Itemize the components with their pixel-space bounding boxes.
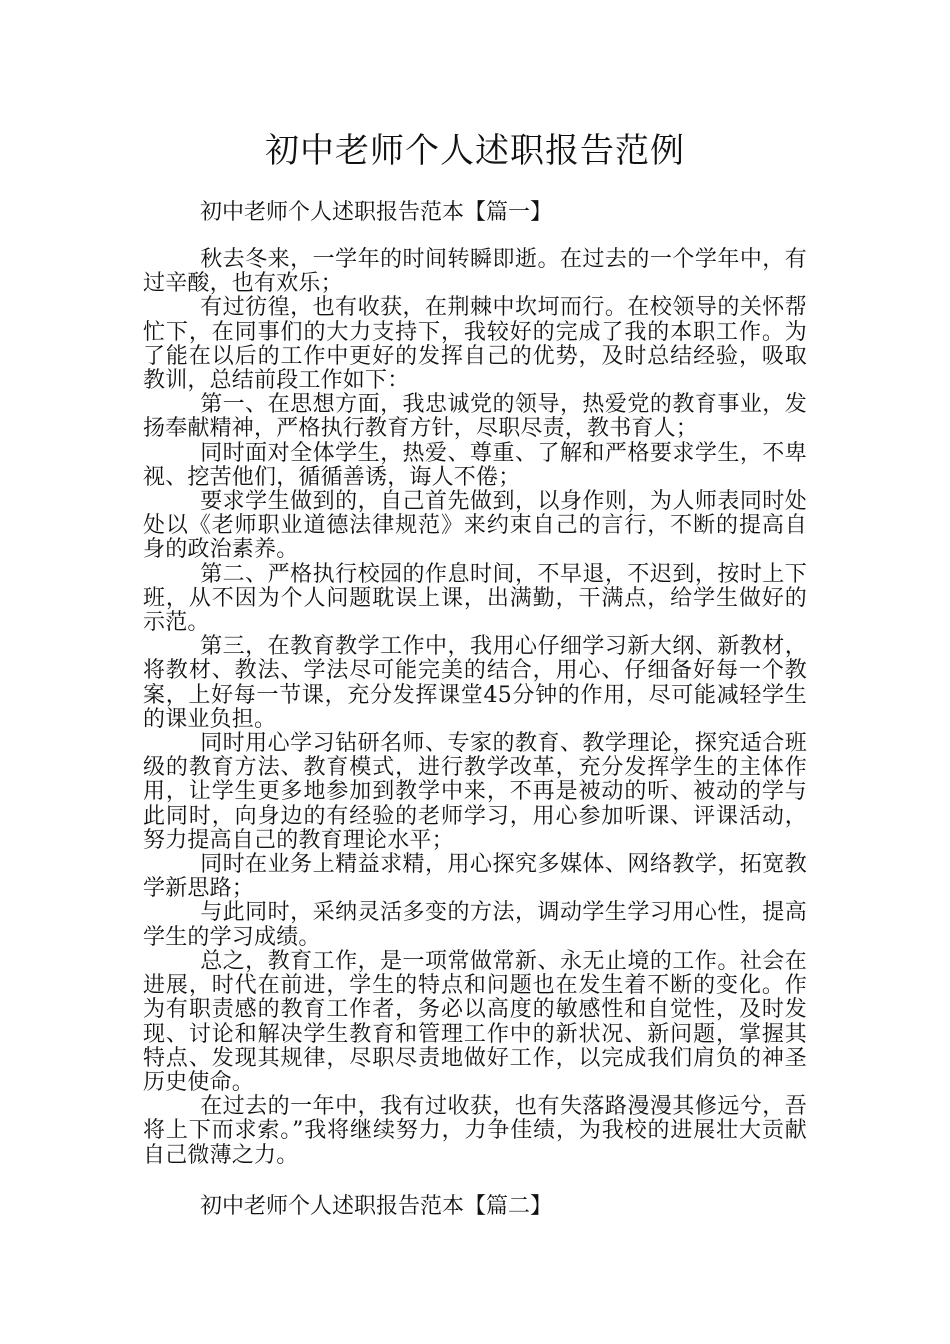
paragraph: 同时用心学习钻研名师、专家的教育、教学理论，探究适合班级的教育方法、教育模式，进行教学改革，充分发挥学生的主体作用，让学生更多地参加到教学中来，不再是被动的听、被动的学与此同时，向身边的有经验的老师学习，用心参加听课、评课活动，努力提高自己的教育理论水平； (143, 731, 807, 853)
paragraph: 与此同时，采纳灵活多变的方法，调动学生学习用心性，提高学生的学习成绩。 (143, 900, 807, 950)
section-heading-2: 初中老师个人述职报告范本【篇二】 (200, 1194, 553, 1219)
paragraph: 同时在业务上精益求精，用心探究多媒体、网络教学，拓宽教学新思路； (143, 852, 807, 902)
paragraph: 总之，教育工作，是一项常做常新、永无止境的工作。社会在进展，时代在前进，学生的特点和问题也在发生着不断的变化。作为有职责感的教育工作者，务必以高度的敏感性和自觉性，及时发现、讨论和解决学生教育和管理工作中的新状况、新问题，掌握其特点、发现其规律，尽职尽责地做好工作，以完成我们肩负的神圣历史使命。 (143, 948, 807, 1095)
paragraph: 在过去的一年中，我有过收获，也有失落路漫漫其修远兮，吾将上下而求索。”我将继续努力，力争佳绩，为我校的进展壮大贡献自己微薄之力。 (143, 1094, 807, 1168)
paragraph: 同时面对全体学生，热爱、尊重、了解和严格要求学生，不卑视、挖苦他们，循循善诱，诲人不倦； (143, 440, 807, 490)
paragraph: 要求学生做到的，自己首先做到，以身作则，为人师表同时处处以《老师职业道德法律规范》来约束自己的言行，不断的提高自身的政治素养。 (143, 489, 807, 563)
paragraph: 第二、严格执行校园的作息时间，不早退，不迟到，按时上下班，从不因为个人问题耽误上课，出满勤，干满点，给学生做好的示范。 (143, 561, 807, 636)
paragraph: 秋去冬来，一学年的时间转瞬即逝。在过去的一个学年中，有过辛酸，也有欢乐； (143, 247, 807, 297)
document-title: 初中老师个人述职报告范例 (265, 131, 685, 171)
paragraph: 第三，在教育教学工作中，我用心仔细学习新大纲、新教材，将教材、教法、学法尽可能完美的结合，用心、仔细备好每一个教案，上好每一节课，充分发挥课堂45分钟的作用，尽可能减轻学生的课业负担。 (143, 634, 807, 732)
document-body (143, 248, 807, 1168)
paragraph: 第一、在思想方面，我忠诚党的领导，热爱党的教育事业，发扬奉献精神，严格执行教育方针，尽职尽责，教书育人； (143, 392, 807, 442)
paragraph: 有过彷徨，也有收获，在荆棘中坎坷而行。在校领导的关怀帮忙下，在同事们的大力支持下，我较好的完成了我的本职工作。为了能在以后的工作中更好的发挥自己的优势，及时总结经验，吸取教训，总结前段工作如下： (143, 295, 807, 394)
section-heading-1: 初中老师个人述职报告范本【篇一】 (200, 200, 553, 225)
